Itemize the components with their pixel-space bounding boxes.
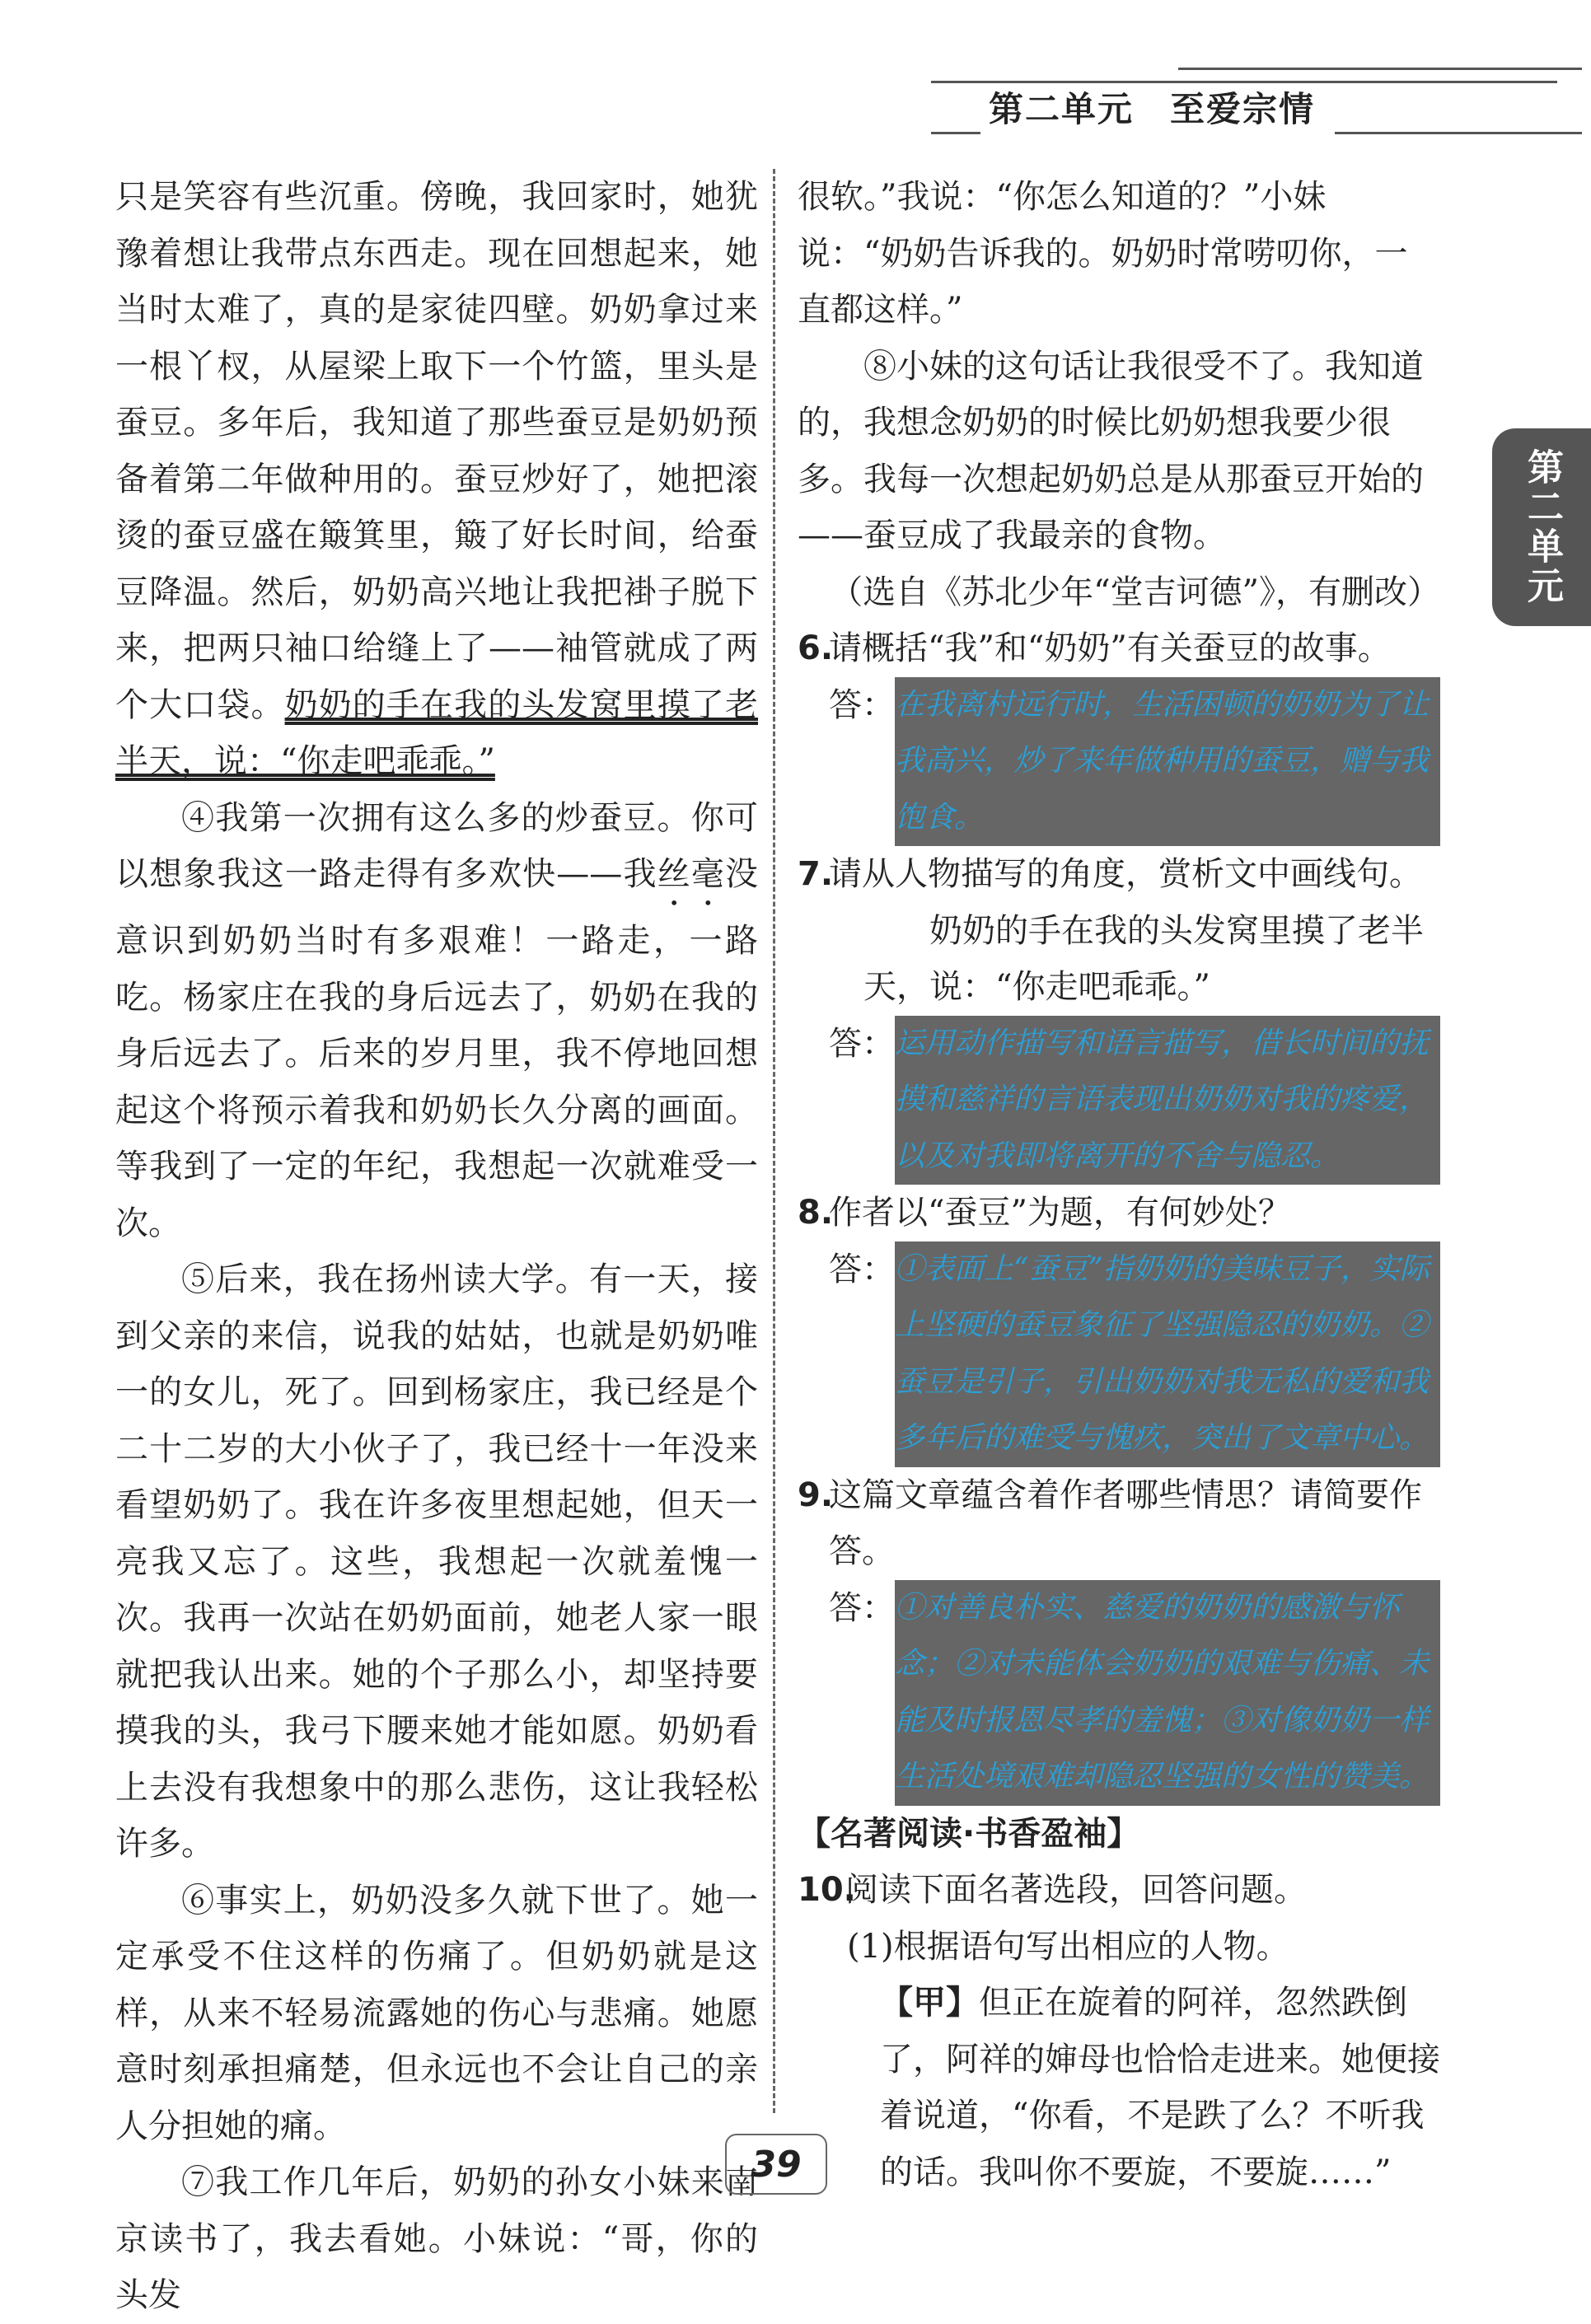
question-text: 请概括“我”和“奶奶”有关蚕豆的故事。 bbox=[829, 629, 1391, 667]
answer-label: 答： bbox=[829, 1024, 895, 1063]
paragraph: ⑦我工作几年后，奶奶的孙女小妹来南京读书了，我去看她。小妹说：“哥，你的头发 bbox=[115, 2163, 758, 2314]
quoted-sentence: 奶奶的手在我的头发窝里摸了老半天，说：“你走吧乖乖。” bbox=[863, 911, 1424, 1006]
paragraph-text: 没意识到奶奶当时有多艰难！一路走，一路吃。杨家庄在我的身后远去了，奶奶在我的身后远去了。后来的岁月里，我不停地回想起这个将预示着我和奶奶长久分离的画面。等我到了一定的年纪，我想起一次就难受一次。 bbox=[115, 855, 759, 1242]
excerpt-text: 但正在旋着的阿祥，忽然跌倒了，阿祥的婶母也恰恰走进来。她便接着说道，“你看，不是跌了么？不听我的话。我叫你不要旋，不要旋……” bbox=[880, 1984, 1440, 2191]
header-rule bbox=[1335, 132, 1582, 134]
unit-title: 第二单元 至爱宗情 bbox=[989, 89, 1316, 129]
question-10 bbox=[798, 1862, 1440, 1919]
handwritten-answer: 运用动作描写和语言描写，借长时间的抚摸和慈祥的言语表现出奶奶对我的疼爱，以及对我即将离开的不舍与隐忍。 bbox=[895, 1016, 1440, 1185]
paragraph-text: 只是笑容有些沉重。傍晚，我回家时，她犹豫着想让我带点东西走。现在回想起来，她当时太难了，真的是家徒四壁。奶奶拿过来一根丫杈，从屋梁上取下一个竹篮，里头是蚕豆。多年后，我知道了那些蚕豆是奶奶预备着第二年做种用的。蚕豆炒好了，她把滚烫的蚕豆盛在簸箕里，簸了好长时间，给蚕豆降温。然后，奶奶高兴地让我把褂子脱下来，把两只袖口给缝上了——袖管就成了两个大口袋。 bbox=[115, 178, 758, 724]
sub-question: (1)根据语句写出相应的人物。 bbox=[847, 1927, 1289, 1966]
answer-label: 答： bbox=[829, 1588, 895, 1627]
question-number: 10. bbox=[798, 1871, 856, 1909]
handwritten-answer: ①表面上“蚕豆”指奶奶的美味豆子，实际上坚硬的蚕豆象征了坚强隐忍的奶奶。②蚕豆是引子，引出奶奶对我无私的爱和我多年后的难受与愧疚，突出了文章中心。 bbox=[895, 1241, 1440, 1467]
answer-label: 答： bbox=[829, 685, 895, 724]
left-column bbox=[115, 169, 758, 2324]
question-6 bbox=[798, 620, 1440, 677]
header-rule bbox=[931, 132, 980, 134]
question-number: 9. bbox=[798, 1475, 834, 1514]
excerpt bbox=[880, 1975, 1440, 2200]
question-7 bbox=[798, 846, 1440, 903]
question-text: 请从人物描写的角度，赏析文中画线句。 bbox=[829, 855, 1422, 893]
question-number: 7. bbox=[798, 855, 834, 893]
question-number: 8. bbox=[798, 1194, 834, 1232]
header-rule bbox=[1178, 68, 1582, 70]
question-8 bbox=[798, 1185, 1440, 1241]
paragraph: 很软。”我说：“你怎么知道的？”小妹说：“奶奶告诉我的。奶奶时常唠叨你，一直都这样。” bbox=[798, 178, 1408, 329]
section-heading: 【名著阅读·书香盈袖】 bbox=[798, 1814, 1140, 1853]
paragraph bbox=[115, 790, 758, 1252]
paragraph: ⑥事实上，奶奶没多久就下世了。她一定承受不住这样的伤痛了。但奶奶就是这样，从来不轻易流露她的伤心与悲痛。她愿意时刻承担痛楚，但永远也不会让自己的亲人分担她的痛。 bbox=[115, 1881, 758, 2145]
paragraph: ⑤后来，我在扬州读大学。有一天，接到父亲的来信，说我的姑姑，也就是奶奶唯一的女儿，死了。回到杨家庄，我已经是个二十二岁的大小伙子了，我已经十一年没来看望奶奶了。我在许多夜里想起她，但天一亮我又忘了。这些，我想起一次就羞愧一次。我再一次站在奶奶面前，她老人家一眼就把我认出来。她的个子那么小，却坚持要摸我的头，我弓下腰来她才能如愿。奶奶看上去没有我想象中的那么悲伤，这让我轻松许多。 bbox=[115, 1260, 758, 1863]
page-number: 39 bbox=[725, 2134, 827, 2195]
page-header bbox=[931, 49, 1582, 140]
underlined-sentence: 奶奶的手在我的头发窝里摸了老半天，说：“你走吧乖乖。” bbox=[115, 685, 759, 780]
answer-7 bbox=[829, 1016, 1440, 1185]
paragraph-text: ④我第一次拥有这么多的炒蚕豆。你可以想象我这一路走得有多欢快——我 bbox=[115, 798, 758, 893]
paragraph: ⑧小妹的这句话让我很受不了。我知道的，我想念奶奶的时候比奶奶想我要少很多。我每一次想起奶奶总是从那蚕豆开始的——蚕豆成了我最亲的食物。 bbox=[798, 347, 1424, 554]
answer-8 bbox=[829, 1241, 1440, 1467]
question-text: 这篇文章蕴含着作者哪些情思？请简要作答。 bbox=[829, 1475, 1422, 1570]
excerpt-tag: 【甲】 bbox=[880, 1984, 979, 2022]
source-citation: （选自《苏北少年“堂吉诃德”》，有删改） bbox=[830, 573, 1440, 611]
right-column bbox=[798, 169, 1440, 2200]
handwritten-answer: ①对善良朴实、慈爱的奶奶的感激与怀念；②对未能体会奶奶的艰难与伤痛、未能及时报恩尽孝的羞愧；③对像奶奶一样生活处境艰难却隐忍坚强的女性的赞美。 bbox=[895, 1580, 1440, 1806]
question-text: 作者以“蚕豆”为题，有何妙处？ bbox=[829, 1194, 1291, 1232]
paragraph bbox=[115, 169, 758, 790]
question-number: 6. bbox=[798, 629, 834, 667]
question-text: 阅读下面名著选段，回答问题。 bbox=[845, 1871, 1307, 1909]
emphasized-words: 丝毫 bbox=[657, 855, 726, 893]
handwritten-answer: 在我离村远行时，生活困顿的奶奶为了让我高兴，炒了来年做种用的蚕豆，赠与我饱食。 bbox=[895, 677, 1440, 847]
answer-label: 答： bbox=[829, 1250, 895, 1288]
answer-9 bbox=[829, 1580, 1440, 1806]
answer-6 bbox=[829, 677, 1440, 847]
question-9 bbox=[798, 1467, 1440, 1580]
unit-side-tab: 第二单元 bbox=[1492, 428, 1591, 626]
column-divider bbox=[773, 169, 775, 2113]
